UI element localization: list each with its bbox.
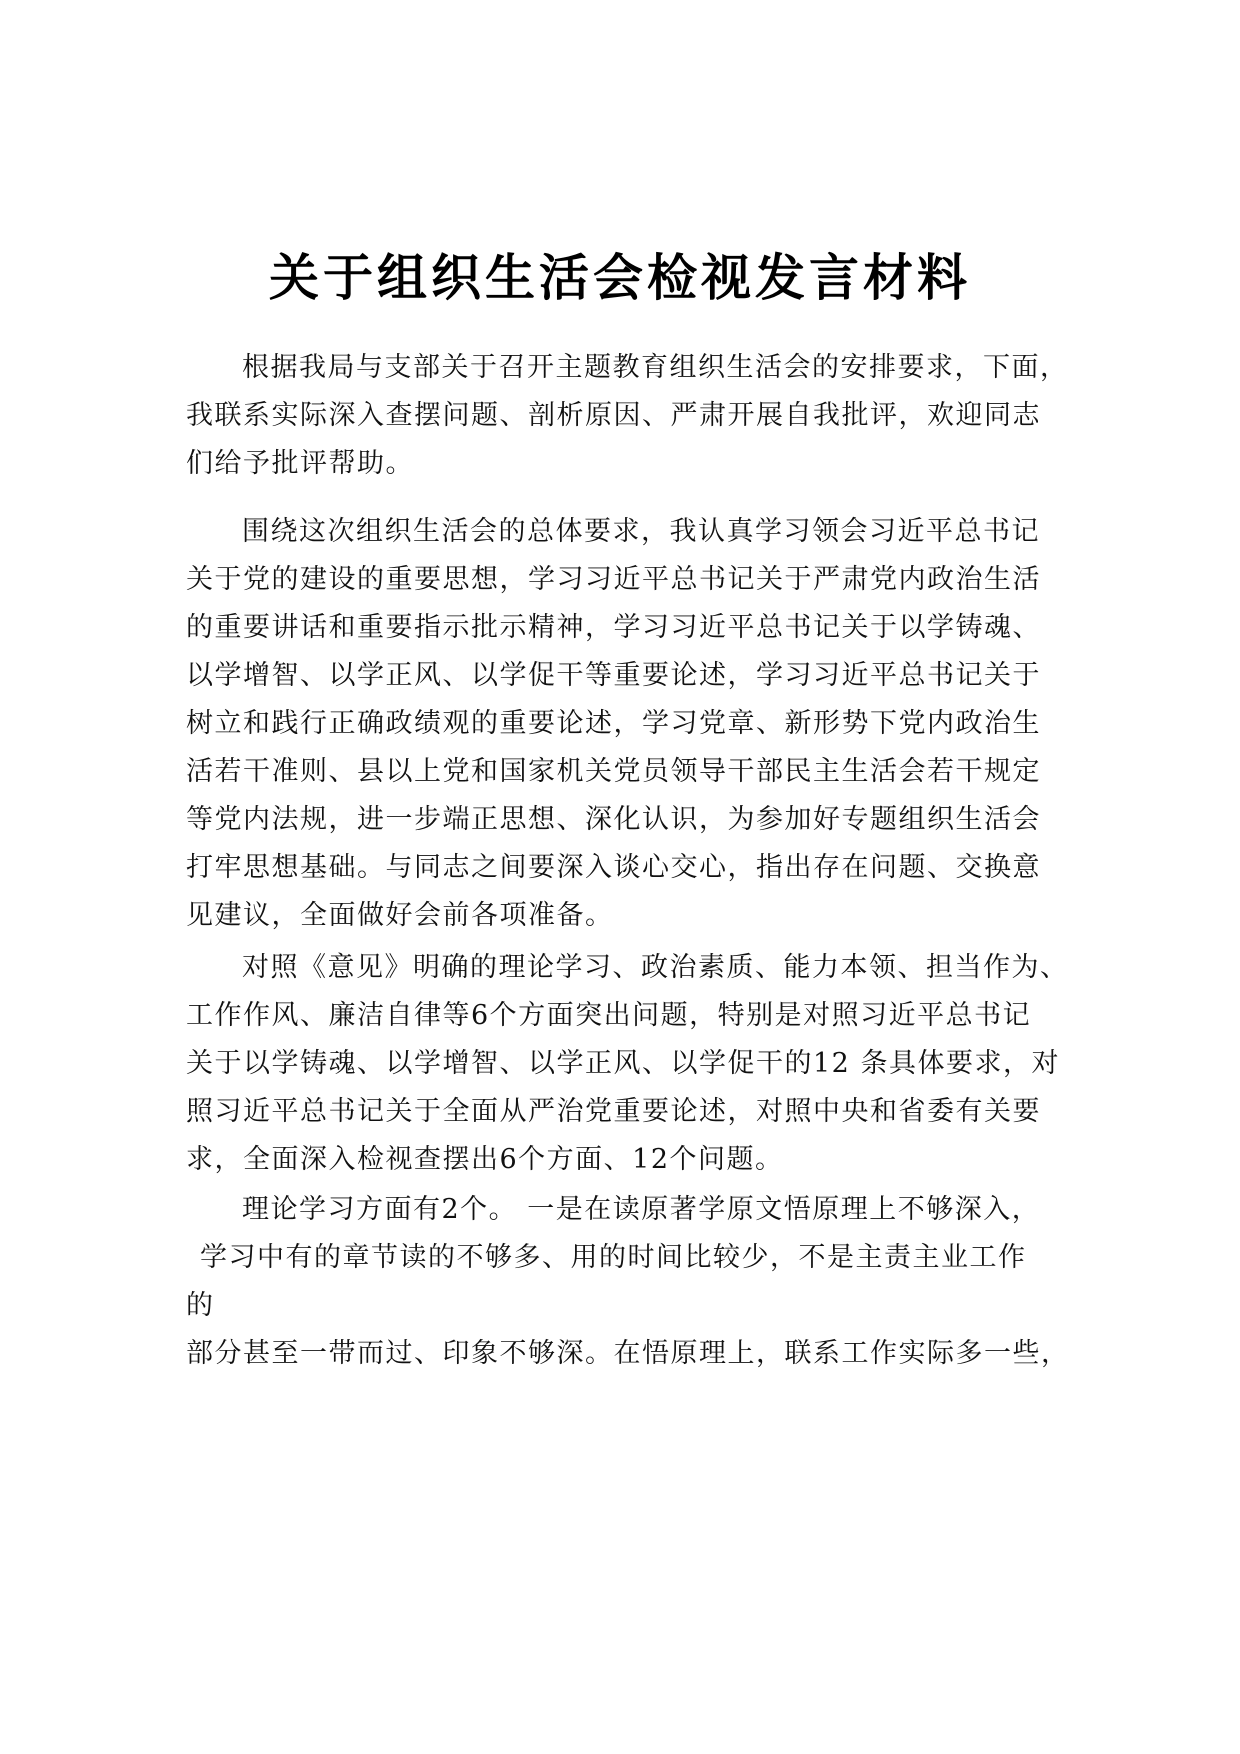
paragraph-line: 部分甚至一带而过、印象不够深。在悟原理上，联系工作实际多一些， bbox=[186, 1338, 1070, 1369]
paragraph-problem-review bbox=[186, 944, 1069, 1184]
paragraph-line: 我联系实际深入查摆问题、剖析原因、严肃开展自我批评，欢迎同志 bbox=[186, 400, 1041, 431]
paragraph-line: 求，全面深入检视查摆出6个方面、12个问题。 bbox=[186, 1144, 784, 1175]
paragraph-intro bbox=[186, 344, 1069, 488]
paragraph-line: 关于党的建设的重要思想，学习习近平总书记关于严肃党内政治生活 bbox=[186, 564, 1041, 595]
paragraph-line: 以学增智、以学正风、以学促干等重要论述，学习习近平总书记关于 bbox=[186, 660, 1041, 691]
paragraph-line: 工作作风、廉洁自律等6个方面突出问题，特别是对照习近平总书记 bbox=[186, 1000, 1032, 1031]
paragraph-line: 打牢思想基础。与同志之间要深入谈心交心，指出存在问题、交换意 bbox=[186, 852, 1041, 883]
paragraph-line: 的 bbox=[186, 1290, 215, 1321]
paragraph-line: 根据我局与支部关于召开主题教育组织生活会的安排要求，下面， bbox=[242, 352, 1069, 383]
document-title: 关于组织生活会检视发言材料 bbox=[269, 249, 971, 307]
paragraph-line: 的重要讲话和重要指示批示精神，学习习近平总书记关于以学铸魂、 bbox=[186, 612, 1041, 643]
paragraph-line: 等党内法规，进一步端正思想、深化认识，为参加好专题组织生活会 bbox=[186, 804, 1041, 835]
paragraph-line: 对照《意见》明确的理论学习、政治素质、能力本领、担当作为、 bbox=[242, 952, 1069, 983]
paragraph-theory-study bbox=[186, 1186, 1070, 1378]
paragraph-line: 们给予批评帮助。 bbox=[186, 448, 414, 479]
paragraph-line: 围绕这次组织生活会的总体要求，我认真学习领会习近平总书记 bbox=[242, 516, 1040, 547]
paragraph-line: 活若干准则、县以上党和国家机关党员领导干部民主生活会若干规定 bbox=[186, 756, 1041, 787]
paragraph-line: 理论学习方面有2个。 一是在读原著学原文悟原理上不够深入， bbox=[242, 1194, 1041, 1225]
paragraph-line: 照习近平总书记关于全面从严治党重要论述，对照中央和省委有关要 bbox=[186, 1096, 1041, 1127]
paragraph-line: 见建议，全面做好会前各项准备。 bbox=[186, 900, 614, 931]
paragraph-line: 树立和践行正确政绩观的重要论述，学习党章、新形势下党内政治生 bbox=[186, 708, 1041, 739]
paragraph-line: 关于以学铸魂、以学增智、以学正风、以学促干的12 条具体要求，对 bbox=[186, 1048, 1060, 1079]
paragraph-study-requirements bbox=[186, 508, 1056, 940]
paragraph-line: 学习中有的章节读的不够多、用的时间比较少，不是主责主业工作 bbox=[200, 1242, 1027, 1273]
